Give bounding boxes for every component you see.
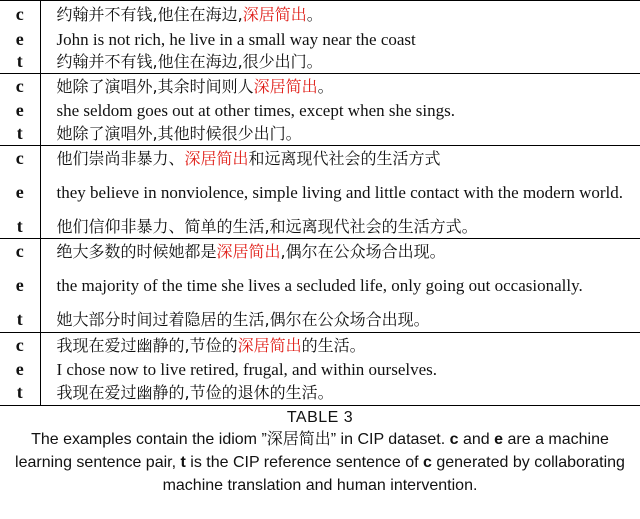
caption-part4: is the CIP reference sentence of xyxy=(185,454,423,471)
table-row xyxy=(0,308,640,333)
row-text xyxy=(40,239,640,264)
row-text: the majority of the time she lives a secluded life, only going out occasionally. xyxy=(56,276,583,295)
idiom-highlight: 深居简出 xyxy=(184,149,249,169)
text-pre: 绝大多数的时候她都是 xyxy=(56,242,217,262)
text-post: 和远离现代社会的生活方式 xyxy=(248,149,441,169)
row-label: t xyxy=(0,308,40,333)
row-text: she seldom goes out at other times, except when she sings. xyxy=(56,100,455,120)
row-label: c xyxy=(0,333,40,358)
table-caption xyxy=(0,408,640,497)
row-label: t xyxy=(0,122,40,146)
row-label: t xyxy=(0,381,40,406)
table-row xyxy=(0,28,640,51)
idiom-highlight: 深居简出 xyxy=(253,77,318,97)
row-label: e xyxy=(0,99,40,122)
row-text: 我现在爱过幽静的,节俭的退休的生活。 xyxy=(40,381,640,406)
text-post: 。 xyxy=(317,77,334,97)
idiom-highlight: 深居简出 xyxy=(237,336,302,356)
row-text xyxy=(40,1,640,28)
table-row xyxy=(0,333,640,358)
row-text: 她除了演唱外,其他时候很少出门。 xyxy=(40,122,640,146)
row-text: 她大部分时间过着隐居的生活,偶尔在公众场合出现。 xyxy=(40,308,640,333)
caption-title: TABLE 3 xyxy=(286,409,354,426)
table-row xyxy=(0,239,640,264)
row-label: e xyxy=(0,171,40,215)
table-row xyxy=(0,171,640,215)
table-row xyxy=(0,122,640,146)
caption-part3: are a machine learning sentence pair, xyxy=(15,431,609,471)
row-label: c xyxy=(0,239,40,264)
row-label: c xyxy=(0,74,40,99)
text-post: 的生活。 xyxy=(301,336,366,356)
row-text: I chose now to live retired, frugal, and within ourselves. xyxy=(56,359,438,379)
idiom-highlight: 深居简出 xyxy=(242,5,307,25)
text-post: ,偶尔在公众场合出现。 xyxy=(280,242,446,262)
table-row xyxy=(0,264,640,308)
caption-t: t xyxy=(180,454,186,471)
table-row xyxy=(0,51,640,74)
row-text xyxy=(40,146,640,171)
caption-text xyxy=(0,428,640,497)
row-text xyxy=(40,74,640,99)
row-text: 他们信仰非暴力、简单的生活,和远离现代社会的生活方式。 xyxy=(40,215,640,239)
table-row xyxy=(0,1,640,28)
table-row xyxy=(0,358,640,381)
row-text xyxy=(40,333,640,358)
text-pre: 她除了演唱外,其余时间则人 xyxy=(56,77,254,97)
table-row xyxy=(0,146,640,171)
caption-c: c xyxy=(449,431,459,448)
row-text: 约翰并不有钱,他住在海边,很少出门。 xyxy=(40,51,640,74)
text-pre: 我现在爱过幽静的,节俭的 xyxy=(56,336,238,356)
table-row xyxy=(0,74,640,99)
row-label: e xyxy=(0,358,40,381)
caption-part5: generated by collaborating machine translation and human intervention. xyxy=(162,454,625,494)
row-text: John is not rich, he live in a small way near the coast xyxy=(56,29,416,49)
text-pre: 约翰并不有钱,他住在海边, xyxy=(56,5,243,25)
caption-part1: The examples contain the idiom ”深居简出” in CIP dataset. xyxy=(31,431,450,448)
text-pre: 他们崇尚非暴力、 xyxy=(56,149,185,169)
row-label: t xyxy=(0,51,40,74)
caption-part2: and xyxy=(458,431,495,448)
row-label: c xyxy=(0,146,40,171)
idiom-highlight: 深居简出 xyxy=(216,242,281,262)
row-label: t xyxy=(0,215,40,239)
row-label: e xyxy=(0,28,40,51)
row-text: they believe in nonviolence, simple living and little contact with the modern world. xyxy=(56,183,624,202)
row-label: c xyxy=(0,1,40,28)
table-row xyxy=(0,381,640,406)
table-row xyxy=(0,215,640,239)
text-post: 。 xyxy=(306,5,323,25)
caption-c2: c xyxy=(423,454,432,471)
row-label: e xyxy=(0,264,40,308)
caption-e: e xyxy=(494,431,504,448)
table-row xyxy=(0,99,640,122)
